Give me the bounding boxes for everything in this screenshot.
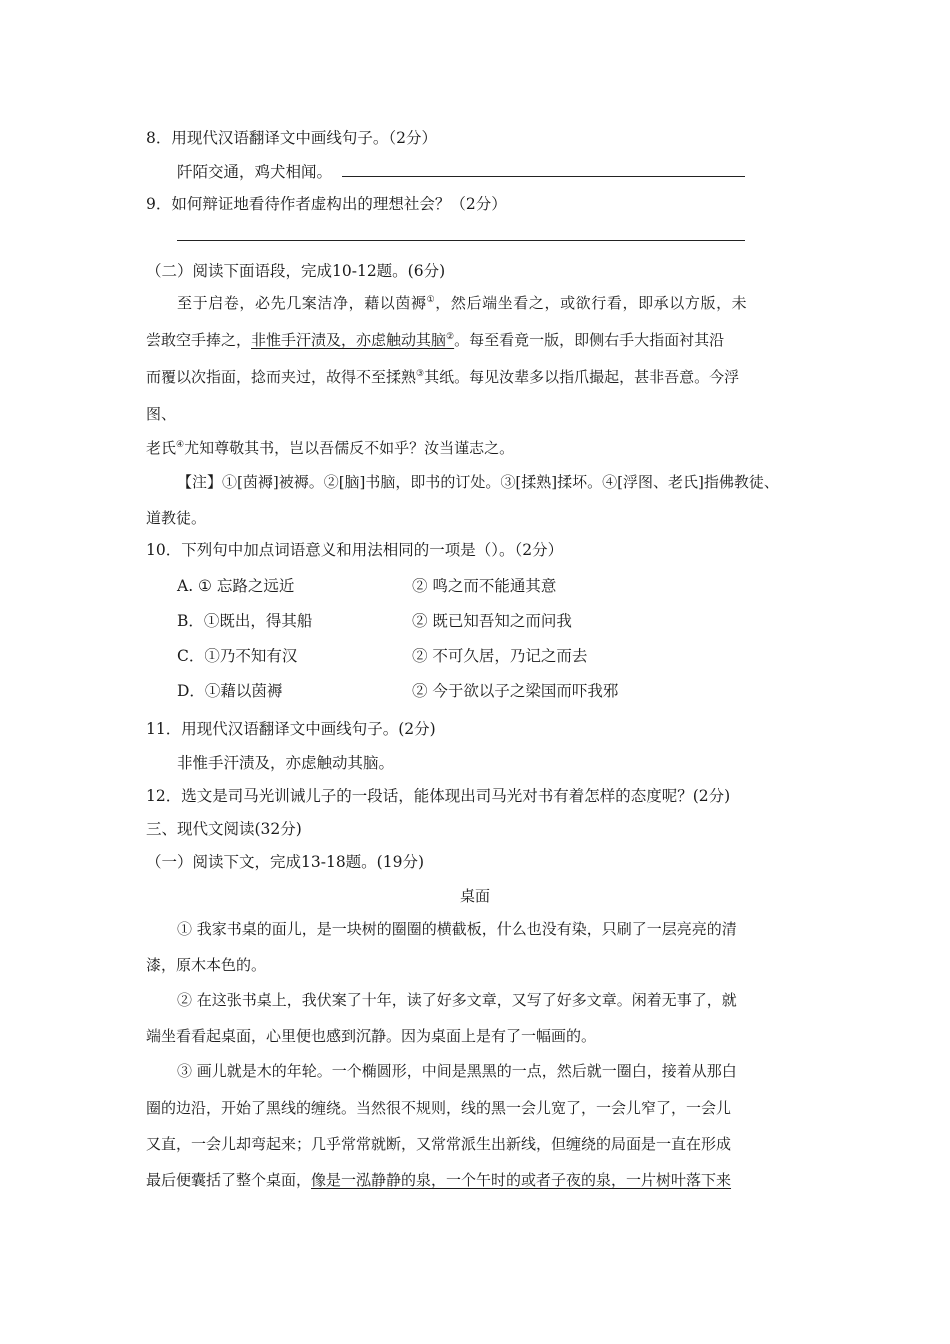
- q10-option-d-1: D．①藉以茵褥: [177, 682, 283, 700]
- q12-label: 12．选文是司马光训诫儿子的一段话，能体现出司马光对书有着怎样的态度呢？(2分): [146, 787, 731, 805]
- q10-option-a-1: A. ① 忘路之远近: [177, 577, 295, 595]
- article-title: 桌面: [460, 887, 491, 905]
- q10-option-d-2: ② 今于欲以子之梁国而吓我邪: [412, 682, 619, 700]
- q10-option-c-2: ② 不可久居，乃记之而去: [412, 647, 588, 665]
- q10-option-b-2: ② 既已知吾知之而问我: [412, 612, 572, 630]
- q10-option-a-2: ② 鸣之而不能通其意: [412, 577, 557, 595]
- underlined-sentence: 非惟手汗渍及，亦虑触动其脑②: [251, 331, 455, 349]
- passage2-line-3: 而覆以次指面，捻而夹过，故得不至揉熟③其纸。每见汝辈多以指爪撮起，甚非吾意。今浮: [146, 368, 740, 386]
- passage2-line-1: 至于启卷，必先几案洁净，藉以茵褥①，然后端坐看之，或欲行看，即承以方版，未: [177, 294, 748, 312]
- section2-heading: （二）阅读下面语段，完成10-12题。(6分): [146, 262, 446, 280]
- underlined-sentence-article: 像是一泓静静的泉，一个午时的或者子夜的泉，一片树叶落下来: [311, 1171, 732, 1189]
- q11-label: 11．用现代汉语翻译文中画线句子。(2分): [146, 720, 436, 738]
- q8-label: 8．用现代汉语翻译文中画线句子。（2分）: [146, 129, 437, 147]
- note-ref-3: ③: [416, 369, 425, 379]
- article-p3-line-3: 又直，一会儿却弯起来；几乎常常就断，又常常派生出新线，但缠绕的局面是一直在形成: [146, 1135, 732, 1153]
- article-p1-line-1: ① 我家书桌的面儿，是一块树的圈圈的横截板，什么也没有染，只刷了一层亮亮的清: [177, 920, 737, 938]
- note-ref-2: ②: [446, 332, 455, 342]
- q8-sentence: 阡陌交通，鸡犬相闻。: [177, 163, 333, 181]
- q11-sentence: 非惟手汗渍及，亦虑触动其脑。: [177, 754, 395, 772]
- note-line-1: 【注】①[茵褥]被褥。②[脑]书脑，即书的订处。③[揉熟]揉坏。④[浮图、老氏]指佛教徒、: [177, 473, 779, 491]
- article-p3-line-2: 圈的边沿，开始了黑线的缠绕。当然很不规则，线的黑一会儿宽了，一会儿窄了，一会儿: [146, 1099, 732, 1117]
- article-p3-line-1: ③ 画儿就是木的年轮。一个椭圆形，中间是黑黑的一点，然后就一圈白，接着从那白: [177, 1062, 737, 1080]
- q8-answer-line[interactable]: [342, 176, 745, 177]
- note-ref-1: ①: [426, 295, 436, 305]
- passage2-line-2: 尝敢空手捧之，非惟手汗渍及，亦虑触动其脑②。每至看竟一版，即侧右手大指面衬其沿: [146, 331, 725, 349]
- subsection1-heading: （一）阅读下文，完成13-18题。(19分): [146, 853, 425, 871]
- section3-heading: 三、现代文阅读(32分): [146, 820, 302, 838]
- passage2-line-4: 图、: [146, 405, 177, 423]
- q9-label: 9．如何辩证地看待作者虚构出的理想社会？（2分）: [146, 195, 507, 213]
- passage2-line-5: 老氏④尤知尊敬其书，岂以吾儒反不如乎？汝当谨志之。: [146, 439, 515, 457]
- q10-option-c-1: C．①乃不知有汉: [177, 647, 298, 665]
- article-p2-line-1: ② 在这张书桌上，我伏案了十年，读了好多文章，又写了好多文章。闲着无事了，就: [177, 991, 737, 1009]
- note-ref-4: ④: [176, 440, 185, 450]
- q10-option-b-1: B．①既出，得其船: [177, 612, 313, 630]
- q9-answer-line[interactable]: [177, 240, 745, 241]
- q10-label: 10．下列句中加点词语意义和用法相同的一项是（）。（2分）: [146, 541, 564, 559]
- article-p2-line-2: 端坐看看起桌面，心里便也感到沉静。因为桌面上是有了一幅画的。: [146, 1027, 597, 1045]
- article-p1-line-2: 漆，原木本色的。: [146, 956, 267, 974]
- article-p3-line-4: 最后便囊括了整个桌面，像是一泓静静的泉，一个午时的或者子夜的泉，一片树叶落下来: [146, 1171, 732, 1189]
- note-line-2: 道教徒。: [146, 509, 207, 527]
